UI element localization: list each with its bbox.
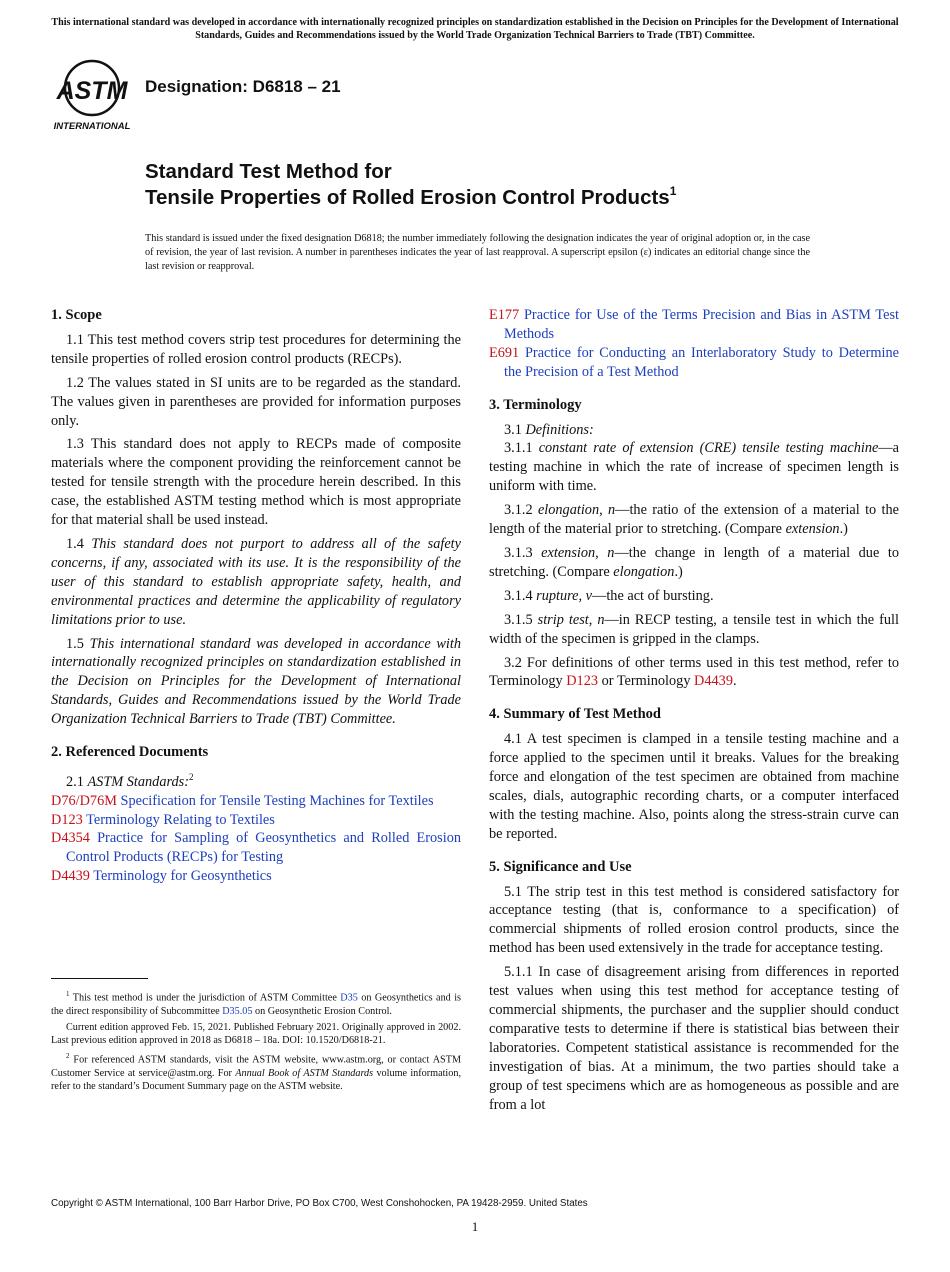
section-heading-significance: 5. Significance and Use [489,858,632,875]
footnotes [51,988,461,1096]
reference-code[interactable]: D76/D76M [51,792,117,809]
definition-rupture: 3.1.4 rupture, v—the act of bursting. [504,587,714,604]
tbt-notice: This international standard was developed in accordance with internationally recognized principles on standardization established in the Decision on Principles for the Development of International Standards, Guides and Recommendations issued by the World Trade Organization Technical Barriers to Trade (TBT) Committee. [51,17,899,41]
reference-code[interactable]: E177 [489,307,520,323]
document-title [145,159,676,213]
paragraph-3-1: 3.1 Definitions: [504,421,594,438]
definition-cre-machine: 3.1.1 constant rate of extension (CRE) tensile testing machine—a testing machine in which the rate of increase of specimen length is uniform with time. [489,440,899,495]
section-heading-summary: 4. Summary of Test Method [489,706,661,723]
logo-text-astm: ASTM [56,77,128,105]
astm-logo [52,58,136,132]
title-line-2: Tensile Properties of Rolled Erosion Control Products$^1$ [145,184,677,209]
logo-text-international: INTERNATIONAL [53,121,131,132]
right-column [489,306,899,1119]
paragraph-5-1: 5.1 The strip test in this test method is considered satisfactory for acceptance testing (that is, conformance to a specification) of commercial shipments of rolled erosion control products, since the method has been used extensively in the trade for acceptance testing. [489,883,899,957]
reference-title-link[interactable]: Practice for Sampling of Geosynthetics and Rolled Erosion Control Products (RECPs) for Testing [66,830,462,866]
page-number: 1 [471,1219,479,1234]
definition-extension: 3.1.3 extension, n—the change in length of a material due to stretching. (Compare elongation.) [489,544,899,580]
paragraph-3-2: 3.2 For definitions of other terms used in this test method, refer to Terminology D123 or Terminology D4439. [489,654,899,690]
definition-elongation: 3.1.2 elongation, n—the ratio of the extension of a material to the length of the material prior to stretching. (Compare extension.) [489,502,899,538]
footnote-edition: Current edition approved Feb. 15, 2021. Published February 2021. Originally approved in 2002. Last previous edition approved in 2018 as D6818 – 18a. DOI: 10.1520/D6818-21. [51,1021,461,1047]
reference-title-link[interactable]: Practice for Conducting an Interlaboratory Study to Determine the Precision of a Test Method [504,344,899,380]
definition-strip-test: 3.1.5 strip test, n—in RECP testing, a tensile test in which the full width of the specimen is gripped in the clamps. [489,611,899,647]
footnote-1: $^1$ This test method is under the jurisdiction of ASTM Committee D35 on Geosynthetics and is the direct responsibility of Subcommittee D35.05 on Geosynthetic Erosion Control. [51,990,461,1017]
reference-code[interactable]: E691 [489,344,520,361]
designation: Designation: D6818 – 21 [145,77,341,96]
paragraph-1-3: 1.3 This standard does not apply to RECPs made of composite materials where the component providing the reinforcement cannot be tested for tensile strength with the procedure herein described. In this case, the established ASTM testing method which is most appropriate for that material shall be used instead. [51,436,461,529]
reference-d4439[interactable] [51,867,461,886]
reference-e691[interactable] [489,344,899,382]
left-column [51,306,461,886]
title-line-1: Standard Test Method for [145,160,392,183]
paragraph-1-4: 1.4 This standard does not purport to address all of the safety concerns, if any, associated with its use. It is the responsibility of the user of this standard to establish appropriate safety, health, and environmental practices and determine the applicability of regulatory limitations prior to use. [51,535,461,628]
reference-code[interactable]: D4354 [51,830,90,847]
reference-d4354[interactable] [51,829,461,867]
paragraph-5-1-1: 5.1.1 In case of disagreement arising from differences in reported test values when using this test method for acceptance testing of commercial shipments, the purchaser and the supplier should conduct comparative tests to determine if there is statistical bias between their laboratories. Competent statistical assistance is recommended for the investigation of bias. At a minimum, the two parties should take a group of test specimens which are as homogeneous as possible and are from a lot [489,964,899,1113]
paragraph-4-1: 4.1 A test specimen is clamped in a tensile testing machine and a force applied to the specimen until it breaks. Values for the breaking force and elongation of the test specimen are obtained from machine scales, dials, autographic recording charts, or a computer interfaced with the testing machine. Also, points along the stress-strain curve can be reported. [489,731,899,842]
link-d123[interactable]: D123 [566,673,599,690]
reference-code[interactable]: D123 [51,811,83,828]
paragraph-1-5: 1.5 This international standard was developed in accordance with internationally recognized principles on standardization established in the Decision on Principles for the Development of International Standards, Guides and Recommendations issued by the World Trade Organization Technical Barriers to Trade (TBT) Committee. [51,635,462,728]
footnote-divider [51,978,148,979]
copyright-line: Copyright © ASTM International, 100 Barr Harbor Drive, PO Box C700, West Conshohocken, PA 19428-2959. United States [51,1198,588,1209]
link-d35-05[interactable]: D35.05 [222,1005,253,1017]
reference-d123[interactable] [51,811,461,830]
section-heading-referenced-documents: 2. Referenced Documents [51,744,209,761]
reference-e177[interactable] [489,306,899,344]
paragraph-1-1: 1.1 This test method covers strip test procedures for determining the tensile properties of rolled erosion control products (RECPs). [51,331,461,367]
paragraph-1-2: 1.2 The values stated in SI units are to be regarded as the standard. The values given in parentheses are provided for information purposes only. [51,374,461,429]
link-d35[interactable]: D35 [340,992,358,1004]
reference-title-link[interactable]: Practice for Use of the Terms Precision and Bias in ASTM Test Methods [504,307,899,342]
section-heading-scope: 1. Scope [51,307,102,323]
reference-title-link[interactable]: Terminology Relating to Textiles [86,811,275,828]
paragraph-2-1: 2.1 ASTM Standards:$^2$ [66,771,194,790]
issuance-note: This standard is issued under the fixed designation D6818; the number immediately following the designation indicates the year of original adoption or, in the case of revision, the year of last revision. A number in parentheses indicates the year of last reapproval. A superscript epsilon (ε) indicates an editorial change since the last revision or reapproval. [145,233,810,272]
reference-d76[interactable] [51,792,461,811]
footnote-2: $^2$ For referenced ASTM standards, visit the ASTM website, www.astm.org, or contact ASTM Customer Service at service@astm.org. For Annual Book of ASTM Standards volume information, refer to the standard’s Document Summary page on the ASTM website. [51,1051,461,1093]
link-d4439[interactable]: D4439 [694,673,733,690]
reference-title-link[interactable]: Terminology for Geosynthetics [93,868,272,885]
reference-title-link[interactable]: Specification for Tensile Testing Machines for Textiles [120,792,434,809]
title-footnote-marker: 1 [669,184,677,198]
reference-code[interactable]: D4439 [51,868,90,885]
section-heading-terminology: 3. Terminology [489,396,582,413]
